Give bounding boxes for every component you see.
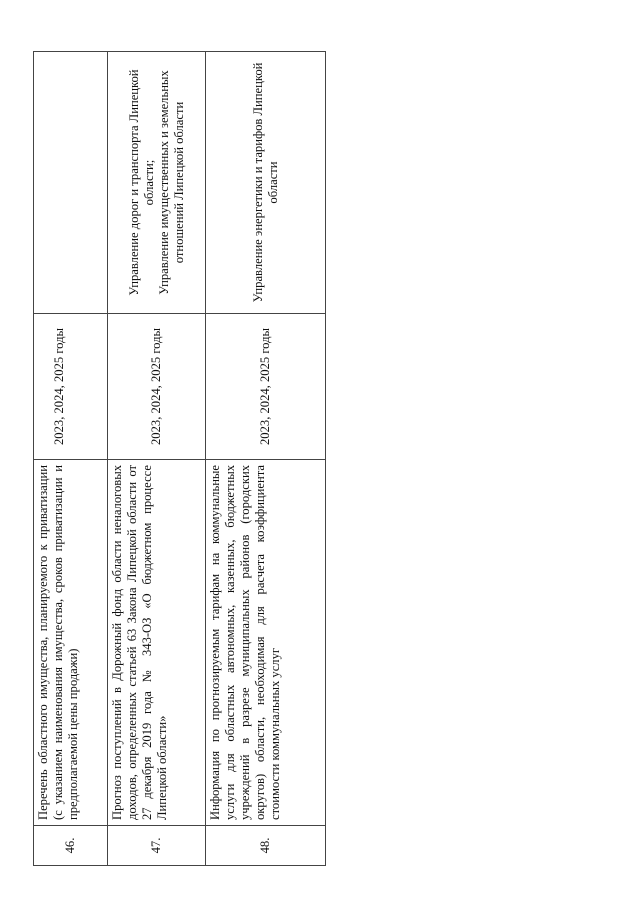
row-number: 47.: [108, 826, 206, 866]
row-term: 2023, 2024, 2025 годы: [34, 314, 108, 460]
row-number: 48.: [206, 826, 326, 866]
row-responsible: [108, 52, 206, 314]
data-table: [33, 51, 326, 866]
responsible-line: Управление имущественных и земельных отношений Липецкой области: [156, 70, 186, 295]
responsible-line: Управление энергетики и тарифов Липецкой области: [250, 62, 280, 303]
table-row: [108, 52, 206, 866]
row-term: 2023, 2024, 2025 годы: [206, 314, 326, 460]
rotated-page: [33, 52, 325, 866]
row-information: Информация по прогнозируемым тарифам на коммунальные услуги для областных автономных, казенных, бюджетных учреждений в разрезе муниципальных районов (городских округов) области, необходимая для расчета коэффициента стоимости коммунальных услуг: [206, 460, 326, 826]
row-information: Перечень областного имущества, планируемого к приватизации (с указанием наименования имущества, сроков приватизации и предполагаемой цены продажи): [34, 460, 108, 826]
row-term: 2023, 2024, 2025 годы: [108, 314, 206, 460]
row-responsible: [206, 52, 326, 314]
row-information: Прогноз поступлений в Дорожный фонд области неналоговых доходов, определенных статьей 63 Закона Липецкой области от 27 декабря 2019 года № 343-ОЗ «О бюджетном процессе Липецкой области»: [108, 460, 206, 826]
table-row: [34, 52, 108, 866]
row-number: 46.: [34, 826, 108, 866]
row-responsible: [34, 52, 108, 314]
responsible-line: Управление дорог и транспорта Липецкой области;: [126, 69, 156, 296]
table-row: [206, 52, 326, 866]
document-table-frame: [33, 52, 325, 866]
